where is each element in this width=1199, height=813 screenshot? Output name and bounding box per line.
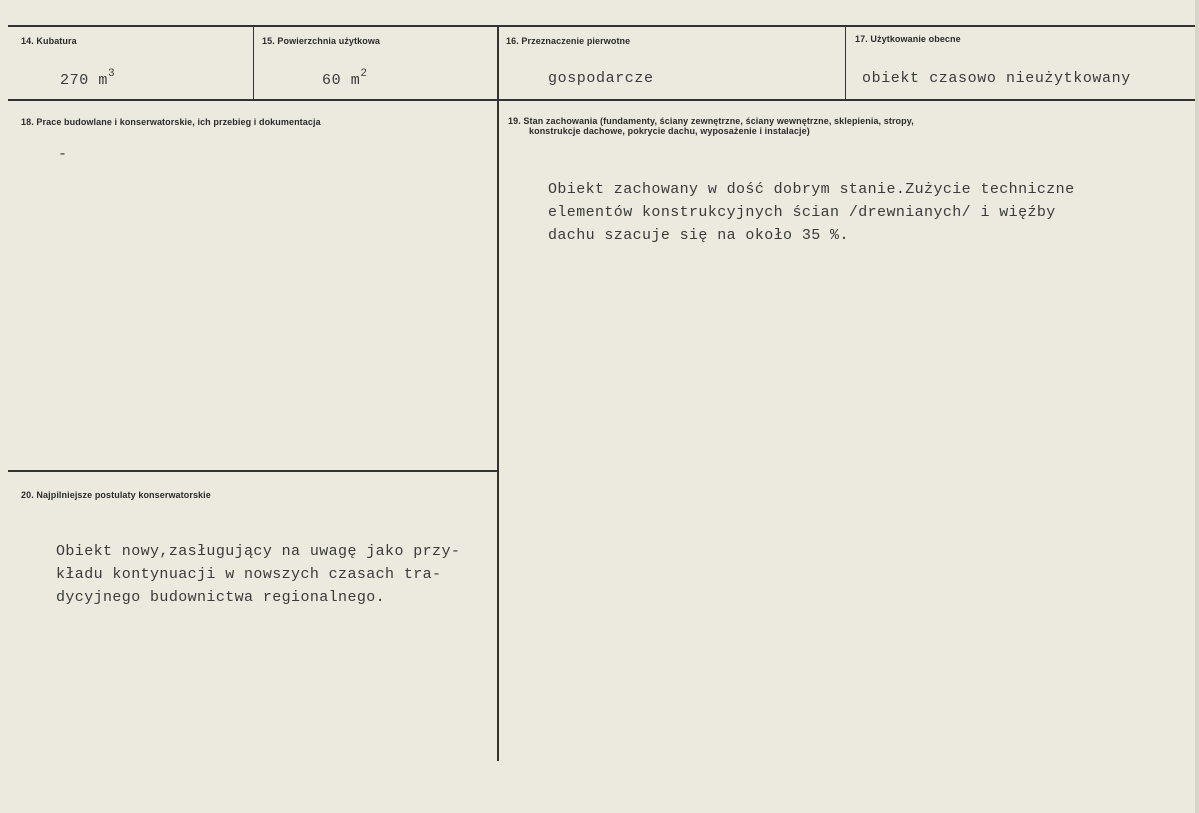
field-19-text bbox=[548, 178, 1074, 247]
field-20-label: 20. Najpilniejsze postulaty konserwatorskie bbox=[21, 490, 211, 500]
field-14-value bbox=[60, 70, 115, 89]
field-15-label: 15. Powierzchnia użytkowa bbox=[262, 36, 381, 46]
field-19-line: dachu szacuje się na około 35 %. bbox=[548, 227, 849, 244]
field-15-value bbox=[322, 70, 368, 89]
field-19-line: Obiekt zachowany w dość dobrym stanie.Zużycie techniczne bbox=[548, 181, 1075, 198]
field-20-line: kładu kontynuacji w nowszych czasach tra- bbox=[56, 566, 442, 583]
field-16-value: gospodarcze bbox=[548, 70, 654, 87]
field-16-label: 16. Przeznaczenie pierwotne bbox=[506, 36, 631, 46]
col-divider-2 bbox=[497, 26, 499, 761]
field-14-unit-exponent: 3 bbox=[108, 68, 116, 80]
field-15-number: 60 m bbox=[322, 72, 361, 89]
field-17-label: 17. Użytkowanie obecne bbox=[855, 34, 961, 44]
field-20-line: dycyjnego budownictwa regionalnego. bbox=[56, 589, 386, 606]
field-19-label-line-2: konstrukcje dachowe, pokrycie dachu, wyposażenie i instalacje) bbox=[529, 126, 810, 136]
row-divider-left bbox=[8, 470, 498, 472]
field-14-label: 14. Kubatura bbox=[21, 36, 77, 46]
field-18-label: 18. Prace budowlane i konserwatorskie, ich przebieg i dokumentacja bbox=[21, 117, 321, 127]
field-19-line: elementów konstrukcyjnych ścian /drewnianych/ i więźby bbox=[548, 204, 1056, 221]
col-divider-3 bbox=[845, 26, 846, 100]
field-20-line: Obiekt nowy,zasługujący na uwagę jako przy- bbox=[56, 543, 461, 560]
field-18-value: - bbox=[58, 146, 68, 163]
field-19-label-line-1: 19. Stan zachowania (fundamenty, ściany zewnętrzne, ściany wewnętrzne, sklepienia, stropy, bbox=[508, 116, 914, 126]
field-14-number: 270 m bbox=[60, 72, 109, 89]
field-15-unit-exponent: 2 bbox=[360, 68, 368, 80]
col-divider-1 bbox=[253, 26, 254, 100]
scan-edge bbox=[1195, 0, 1199, 813]
field-20-text bbox=[56, 540, 460, 609]
row-divider-1 bbox=[8, 99, 1199, 101]
field-17-value: obiekt czasowo nieużytkowany bbox=[862, 70, 1131, 87]
top-border bbox=[8, 25, 1199, 27]
